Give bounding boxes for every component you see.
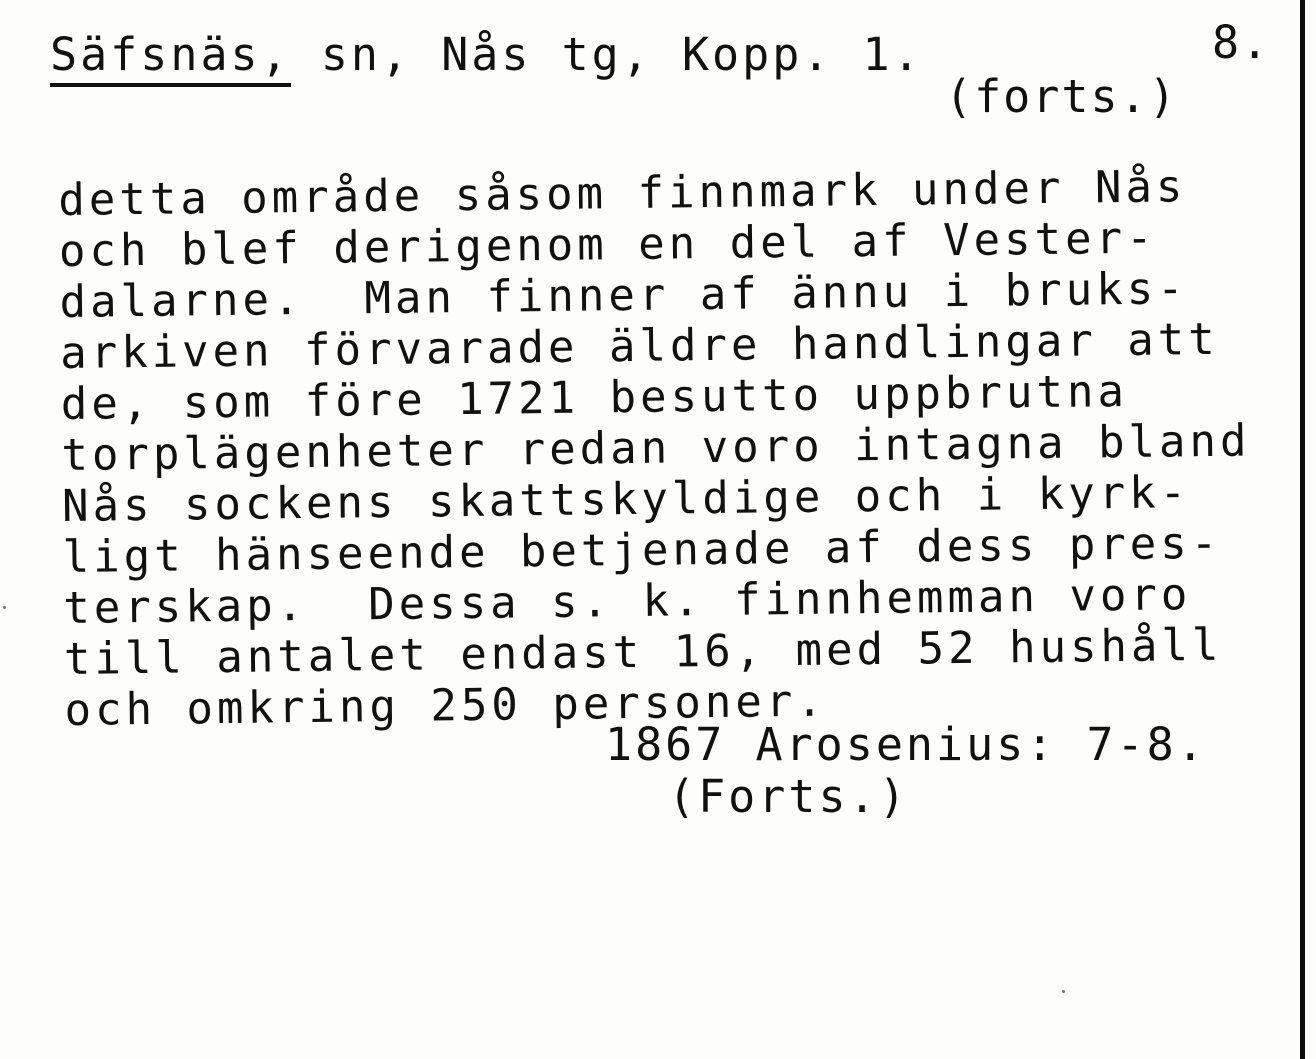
body-line: dalarne. Man finner af ännu i bruks- [59,263,1188,328]
continued-note-bottom: (Forts.) [668,770,909,823]
card-heading [50,28,923,81]
body-line: arkiven förvarade äldre handlingar att [59,313,1220,379]
body-line: ligt hänseende betjenade af dess pres- [62,517,1222,583]
continued-note-top: (forts.) [945,70,1178,123]
card-edge-line [1300,0,1305,1059]
source-citation: 1867 Arosenius: 7-8. [605,718,1207,771]
card-number: 8. [1212,16,1271,69]
body-line: torplägenheter redan voro intagna bland [61,415,1251,481]
body-line: och blef derigenom en del af Vester- [58,212,1157,277]
body-line: detta område såsom finnmark under Nås [58,161,1187,226]
heading-details: sn, Nås tg, Kopp. 1. [320,28,923,81]
body-line: och omkring 250 personer. [64,675,828,736]
scan-speck [3,606,6,609]
scan-speck [1062,990,1065,993]
body-line: terskap. Dessa s. k. finnhemman voro [62,569,1192,634]
card-body-text [58,160,1265,736]
body-line: de, som före 1721 besutto uppbrutna [60,365,1129,430]
body-line: Nås sockens skattskyldige och i kyrk- [61,467,1191,532]
body-line: till antalet endast 16, med 52 hushåll [63,619,1223,685]
place-name: Säfsnäs, [50,28,291,87]
